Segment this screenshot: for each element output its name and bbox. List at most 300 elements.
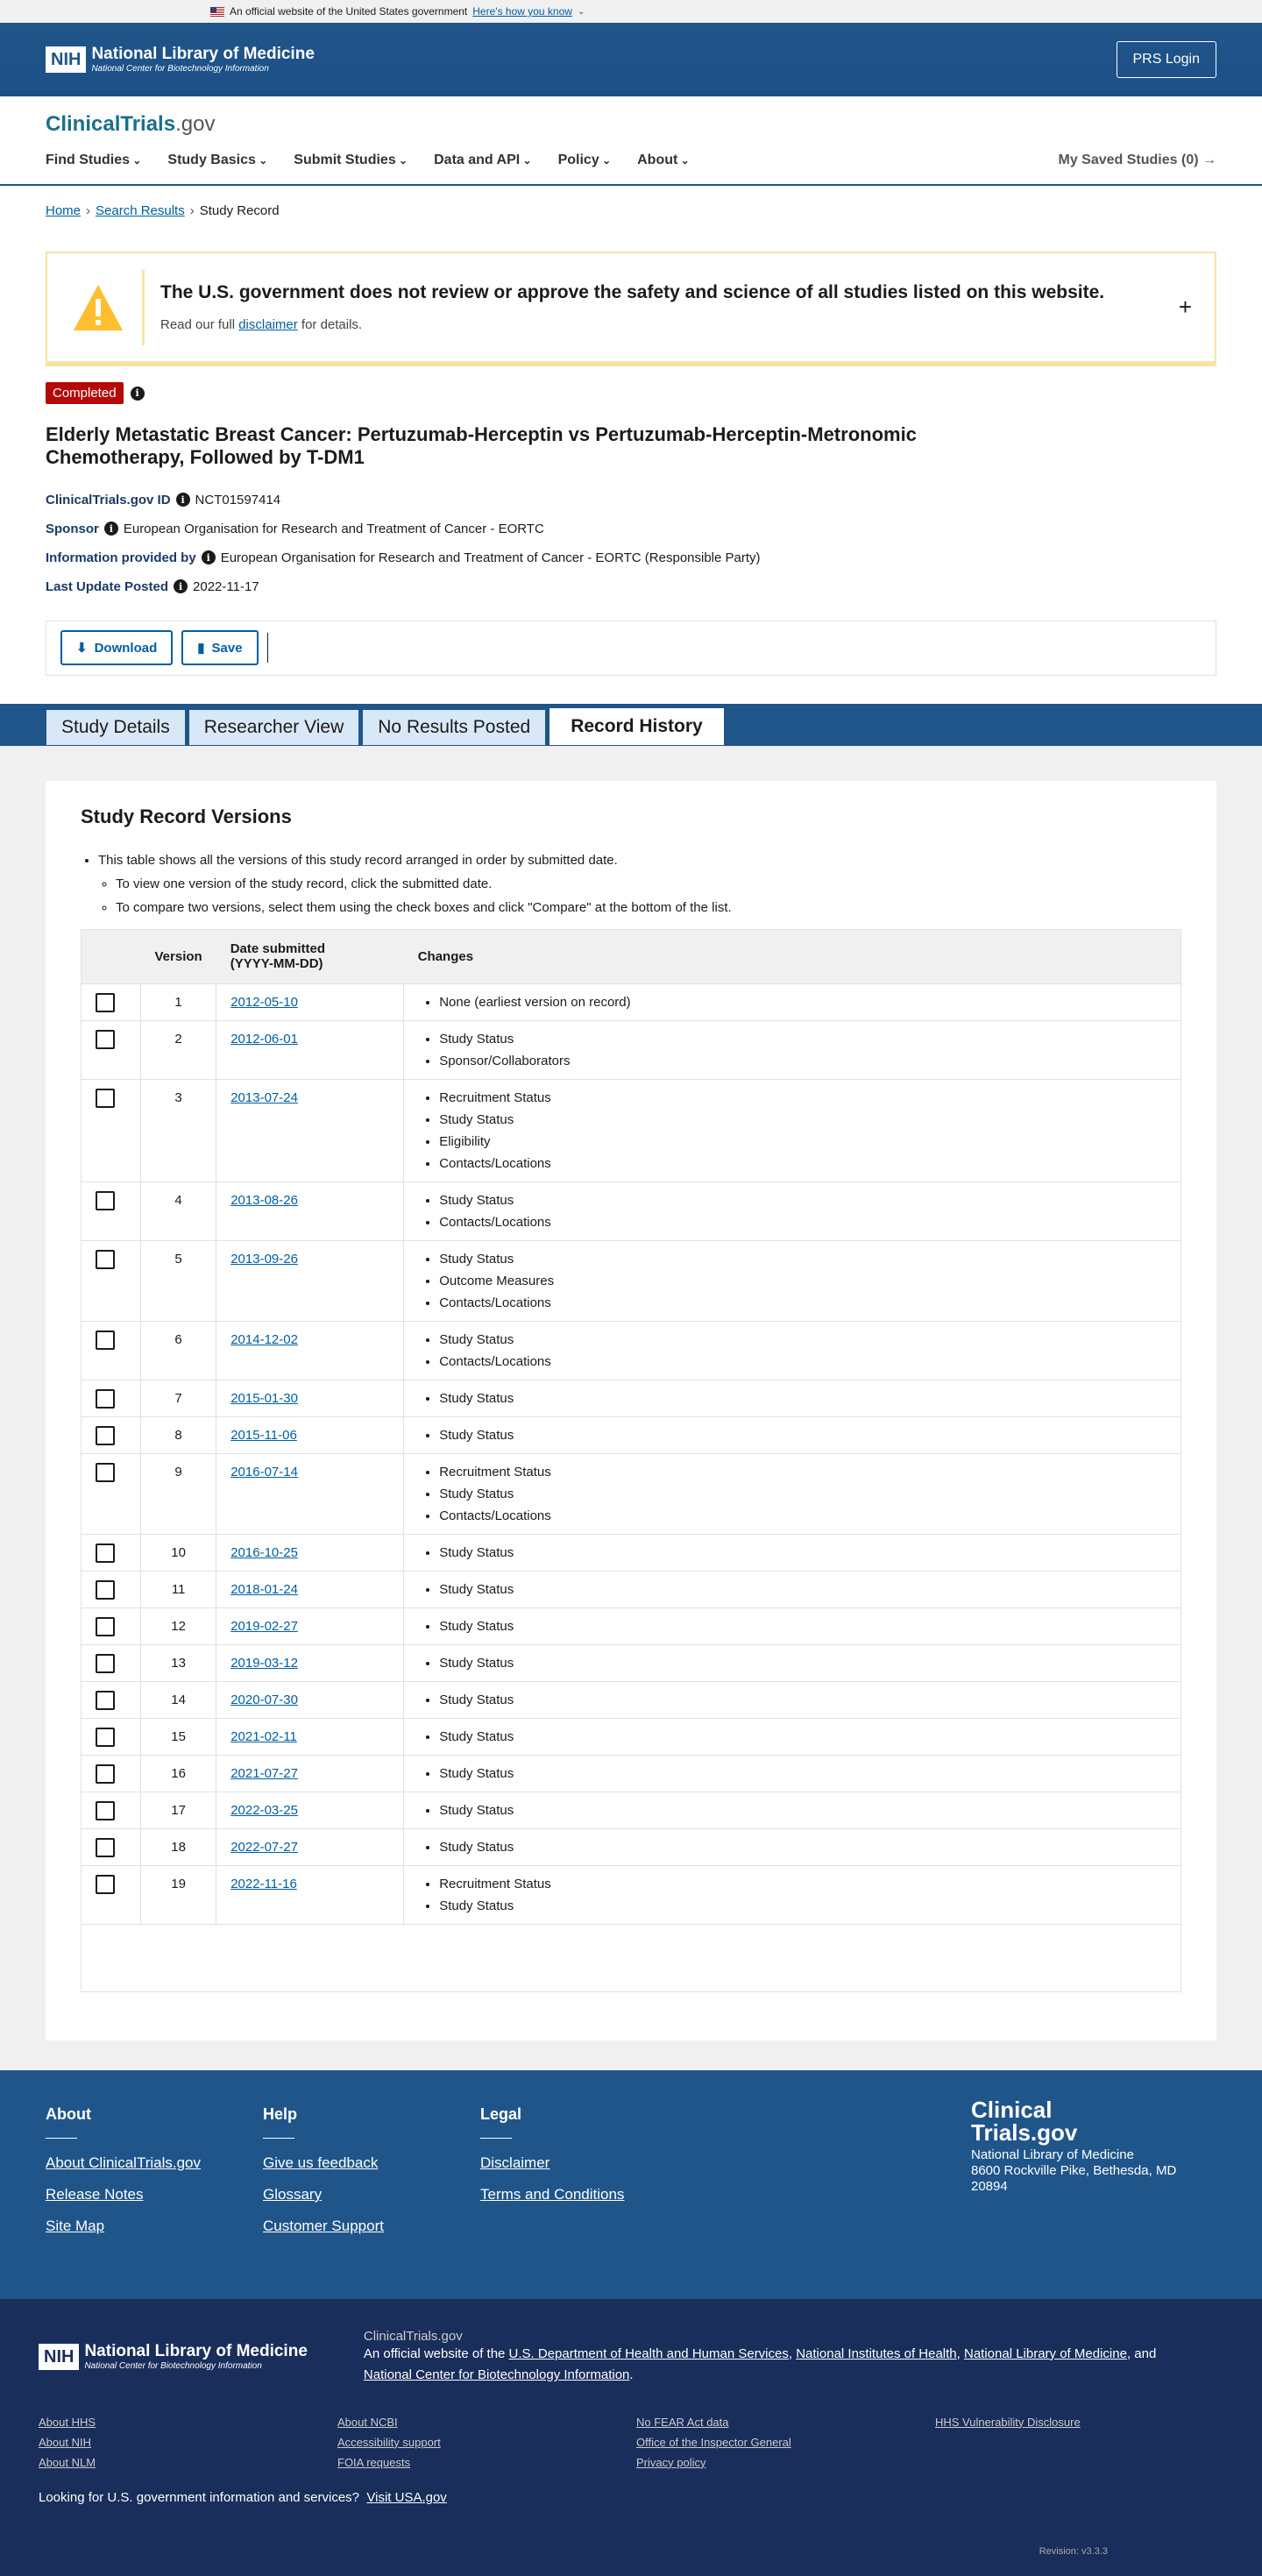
footer2-link[interactable]: About NLM (39, 2455, 96, 2469)
changes-list (439, 1189, 1166, 1233)
footer-link[interactable]: Terms and Conditions (480, 2185, 625, 2203)
table-row (82, 1321, 1181, 1380)
version-date-link[interactable]: 2019-03-12 (230, 1655, 298, 1671)
change-item: • Study Status (439, 1726, 1166, 1748)
version-checkbox[interactable] (96, 1389, 115, 1409)
date-cell (216, 1380, 404, 1416)
gov-banner-text: An official website of the United States government (230, 5, 468, 18)
footer2-link[interactable]: Privacy policy (636, 2455, 706, 2469)
info-icon[interactable]: i (104, 522, 118, 536)
changes-cell (404, 1321, 1181, 1380)
changes-list (439, 1726, 1166, 1748)
date-cell (216, 1571, 404, 1607)
changes-cell (404, 983, 1181, 1020)
breadcrumb-search[interactable]: Search Results (96, 203, 185, 218)
action-bar (46, 621, 1216, 676)
version-checkbox[interactable] (96, 1191, 115, 1210)
footer2-label: ClinicalTrials.gov (363, 2328, 463, 2344)
tab-bar (0, 704, 1262, 746)
instructions-list (98, 853, 1181, 915)
version-date-link[interactable]: 2013-07-24 (230, 1089, 298, 1105)
table-row (82, 1865, 1181, 1924)
sponsor-label: Sponsor (46, 521, 99, 536)
blank-row (82, 1924, 1181, 1991)
footer-logo[interactable]: Clinical Trials.gov (971, 2096, 1078, 2146)
save-button[interactable] (181, 630, 258, 665)
version-checkbox[interactable] (96, 1089, 115, 1108)
version-checkbox[interactable] (96, 1580, 115, 1600)
version-checkbox[interactable] (96, 1543, 115, 1563)
date-cell (216, 1453, 404, 1534)
date-cell (216, 1534, 404, 1571)
version-cell: 1 (141, 983, 216, 1020)
date-cell (216, 1020, 404, 1079)
footer2-link[interactable]: About NCBI (337, 2415, 398, 2429)
select-cell (82, 1792, 141, 1828)
download-icon: ⬇ (76, 641, 88, 656)
table-row (82, 1792, 1181, 1828)
footer-about (46, 2105, 263, 2299)
study-status (46, 382, 1216, 404)
footer2-link[interactable]: FOIA requests (337, 2455, 411, 2469)
footer2-link[interactable]: HHS Vulnerability Disclosure (935, 2415, 1081, 2429)
select-cell (82, 1240, 141, 1321)
version-cell: 13 (141, 1644, 216, 1681)
bookmark-icon: ▮ (197, 641, 205, 656)
version-date-link[interactable]: 2022-07-27 (230, 1839, 298, 1855)
footer-link[interactable]: Disclaimer (480, 2154, 550, 2171)
instruction-item: • This table shows all the versions of this study record arranged in order by submitted date. (98, 853, 1181, 868)
site-logo[interactable] (46, 112, 215, 137)
table-row (82, 1755, 1181, 1792)
changes-cell (404, 1240, 1181, 1321)
change-item: • Study Status (439, 1424, 1166, 1446)
nih-box: NIH (46, 46, 86, 73)
nlm-title: National Library of Medicine (91, 45, 315, 64)
date-cell (216, 1828, 404, 1865)
version-cell: 7 (141, 1380, 216, 1416)
version-date-link[interactable]: 2015-11-06 (230, 1427, 297, 1443)
select-cell (82, 1681, 141, 1718)
date-header: Date submitted (YYYY-MM-DD) (216, 929, 404, 983)
info-icon[interactable]: i (202, 550, 216, 564)
changes-list (439, 1461, 1166, 1527)
nlm-link[interactable]: National Library of Medicine (964, 2345, 1127, 2361)
changes-list (439, 1873, 1166, 1917)
version-checkbox[interactable] (96, 1728, 115, 1747)
select-cell (82, 1321, 141, 1380)
chevron-right-icon: › (86, 203, 91, 218)
changes-cell (404, 1828, 1181, 1865)
select-cell (82, 1079, 141, 1182)
table-row (82, 1718, 1181, 1755)
nih-logo[interactable] (46, 46, 315, 74)
date-cell (216, 1416, 404, 1453)
version-checkbox[interactable] (96, 1691, 115, 1710)
date-cell (216, 1718, 404, 1755)
nav-study-basics[interactable]: Study Basics ⌄ (167, 153, 267, 168)
footer-link[interactable]: Release Notes (46, 2185, 144, 2203)
download-button[interactable] (60, 630, 173, 665)
table-row (82, 1182, 1181, 1240)
select-cell (82, 1380, 141, 1416)
alert-heading: The U.S. government does not review or approve the safety and science of all studies listed on this website. (160, 282, 1105, 302)
changes-cell (404, 1865, 1181, 1924)
version-checkbox[interactable] (96, 1463, 115, 1482)
chevron-right-icon: › (189, 203, 195, 218)
version-date-link[interactable]: 2021-07-27 (230, 1765, 298, 1781)
versions-heading: Study Record Versions (81, 805, 292, 827)
study-title: Elderly Metastatic Breast Cancer: Pertuzumab-Herceptin vs Pertuzumab-Herceptin-Metronomic Chemotherapy, Followed by T-DM1 (46, 423, 917, 469)
version-cell: 5 (141, 1240, 216, 1321)
changes-cell (404, 1792, 1181, 1828)
versions-card (46, 781, 1216, 2040)
change-item: • Study Status (439, 1329, 1166, 1351)
breadcrumb-home[interactable]: Home (46, 203, 82, 218)
info-icon[interactable]: i (176, 493, 190, 507)
footer2-link[interactable]: About HHS (39, 2415, 96, 2429)
table-row (82, 1644, 1181, 1681)
change-item: • Study Status (439, 1483, 1166, 1505)
version-date-link[interactable]: 2013-08-26 (230, 1192, 298, 1208)
version-checkbox[interactable] (96, 993, 115, 1012)
chevron-down-icon: ⌄ (577, 6, 585, 17)
version-date-link[interactable]: 2022-03-25 (230, 1802, 298, 1818)
us-flag-icon (210, 7, 224, 17)
version-cell: 4 (141, 1182, 216, 1240)
version-cell: 14 (141, 1681, 216, 1718)
version-checkbox[interactable] (96, 1801, 115, 1820)
changes-cell (404, 1380, 1181, 1416)
changes-cell (404, 1571, 1181, 1607)
change-item: • Sponsor/Collaborators (439, 1050, 1166, 1072)
changes-list (439, 1087, 1166, 1174)
changes-list (439, 1387, 1166, 1409)
table-row (82, 983, 1181, 1020)
changes-header: Changes (404, 929, 1181, 983)
version-checkbox[interactable] (96, 1331, 115, 1350)
version-cell: 17 (141, 1792, 216, 1828)
footer-address: National Library of Medicine 8600 Rockville Pike, Bethesda, MD 20894 (971, 2147, 1177, 2194)
table-row (82, 1453, 1181, 1534)
change-item: • Study Status (439, 1652, 1166, 1674)
change-item: • Recruitment Status (439, 1873, 1166, 1895)
select-cell (82, 1718, 141, 1755)
date-cell (216, 983, 404, 1020)
tab-study-details[interactable]: Study Details (46, 709, 186, 746)
change-item: • Recruitment Status (439, 1461, 1166, 1483)
version-cell: 3 (141, 1079, 216, 1182)
changes-list (439, 1689, 1166, 1711)
changes-list (439, 991, 1166, 1013)
status-badge: Completed (46, 382, 124, 404)
table-row (82, 1681, 1181, 1718)
version-checkbox[interactable] (96, 1838, 115, 1857)
changes-cell (404, 1718, 1181, 1755)
site-logo-a: ClinicalTrials (46, 112, 176, 136)
change-item: • Study Status (439, 1189, 1166, 1211)
usa-gov-link[interactable]: Visit USA.gov (366, 2489, 447, 2505)
footer-logo-block (971, 2098, 1199, 2195)
version-date-link[interactable]: 2021-02-11 (230, 1728, 297, 1744)
changes-cell (404, 1607, 1181, 1644)
tab-record-history[interactable]: Record History (549, 707, 725, 746)
date-cell (216, 1681, 404, 1718)
version-cell: 11 (141, 1571, 216, 1607)
select-cell (82, 983, 141, 1020)
changes-list (439, 1579, 1166, 1600)
nav-find-studies[interactable]: Find Studies ⌄ (46, 153, 141, 168)
version-cell: 12 (141, 1607, 216, 1644)
saved-studies-link[interactable]: My Saved Studies (0) → (1058, 153, 1216, 167)
tab-researcher-view[interactable]: Researcher View (188, 709, 360, 746)
instruction-item: ◦ To view one version of the study record, click the submitted date. (116, 876, 1181, 891)
tab-no-results[interactable]: No Results Posted (362, 709, 546, 746)
download-label: Download (94, 640, 158, 656)
record-history-content (0, 746, 1262, 2070)
version-cell: 19 (141, 1865, 216, 1924)
disclaimer-link[interactable]: disclaimer (238, 317, 298, 332)
warning-icon (72, 283, 124, 332)
footer2-link[interactable]: Accessibility support (337, 2435, 441, 2449)
table-row (82, 1020, 1181, 1079)
nav-policy[interactable]: Policy ⌄ (558, 153, 612, 168)
footer2-links (39, 2416, 1223, 2469)
change-item: • Contacts/Locations (439, 1505, 1166, 1527)
changes-cell (404, 1453, 1181, 1534)
date-cell (216, 1240, 404, 1321)
changes-cell (404, 1079, 1181, 1182)
version-date-link[interactable]: 2016-07-14 (230, 1464, 298, 1480)
changes-cell (404, 1534, 1181, 1571)
disclaimer-alert (46, 252, 1216, 366)
select-header (82, 929, 141, 983)
change-item: • Study Status (439, 1615, 1166, 1637)
change-item: • Contacts/Locations (439, 1211, 1166, 1233)
ncbi-link[interactable]: National Center for Biotechnology Information (363, 2367, 630, 2382)
table-row (82, 1607, 1181, 1644)
version-cell: 6 (141, 1321, 216, 1380)
ncbi-subtitle: National Center for Biotechnology Information (91, 63, 269, 74)
version-checkbox[interactable] (96, 1654, 115, 1673)
changes-list (439, 1028, 1166, 1072)
change-item: • Study Status (439, 1248, 1166, 1270)
changes-list (439, 1652, 1166, 1674)
change-item: • Eligibility (439, 1131, 1166, 1153)
alert-text: Read our full disclaimer for details. (160, 317, 363, 332)
changes-cell (404, 1644, 1181, 1681)
footer-link[interactable]: Glossary (263, 2185, 323, 2203)
footer-link[interactable]: About ClinicalTrials.gov (46, 2154, 201, 2171)
version-header: Version (141, 929, 216, 983)
changes-cell (404, 1755, 1181, 1792)
version-date-link[interactable]: 2018-01-24 (230, 1581, 298, 1597)
footer-legal (480, 2105, 698, 2299)
select-cell (82, 1644, 141, 1681)
change-item: • Study Status (439, 1763, 1166, 1785)
changes-list (439, 1615, 1166, 1637)
nav-about[interactable]: About ⌄ (637, 153, 690, 168)
site-logo-b: .gov (175, 112, 216, 136)
instruction-item: ◦ To compare two versions, select them using the check boxes and click "Compare" at the bottom of the list. (116, 900, 1181, 915)
changes-list (439, 1248, 1166, 1314)
version-date-link[interactable]: 2012-06-01 (230, 1031, 298, 1047)
select-cell (82, 1755, 141, 1792)
change-item: • Study Status (439, 1836, 1166, 1858)
provided-label: Information provided by (46, 550, 196, 565)
nav-data-api[interactable]: Data and API ⌄ (434, 153, 531, 168)
select-cell (82, 1571, 141, 1607)
change-item: • Study Status (439, 1109, 1166, 1131)
table-row (82, 1571, 1181, 1607)
footer2-link[interactable]: About NIH (39, 2435, 91, 2449)
footer-help-title: Help (263, 2104, 298, 2123)
date-cell (216, 1644, 404, 1681)
change-item: • Study Status (439, 1542, 1166, 1564)
changes-list (439, 1424, 1166, 1446)
version-checkbox[interactable] (96, 1030, 115, 1049)
version-cell: 10 (141, 1534, 216, 1571)
version-date-link[interactable]: 2020-07-30 (230, 1692, 298, 1707)
footer2-link[interactable]: No FEAR Act data (636, 2415, 729, 2429)
changes-cell (404, 1416, 1181, 1453)
footer-link[interactable]: Give us feedback (263, 2154, 379, 2171)
change-item: • Study Status (439, 1387, 1166, 1409)
version-date-link[interactable]: 2014-12-02 (230, 1331, 298, 1347)
change-item: • Contacts/Locations (439, 1351, 1166, 1373)
select-cell (82, 1182, 141, 1240)
nih-header (0, 23, 1262, 96)
info-icon[interactable]: i (174, 579, 188, 593)
version-date-link[interactable]: 2016-10-25 (230, 1544, 298, 1560)
footer2-text: An official website of the U.S. Department of Health and Human Services, National Institutes of Health, National Library of Medicine, and National Center for Biotechnology Information. (363, 2345, 1157, 2382)
changes-list (439, 1799, 1166, 1821)
nlm-footer (0, 2299, 1262, 2576)
changes-list (439, 1763, 1166, 1785)
version-cell: 18 (141, 1828, 216, 1865)
revision: Revision: v3.3.3 (1039, 2545, 1108, 2557)
sponsor-value: European Organisation for Research and Treatment of Cancer - EORTC (123, 521, 544, 536)
version-checkbox[interactable] (96, 1875, 115, 1894)
date-cell (216, 1755, 404, 1792)
version-date-link[interactable]: 2012-05-10 (230, 994, 298, 1010)
nav-submit-studies[interactable]: Submit Studies ⌄ (294, 153, 408, 168)
changes-cell (404, 1020, 1181, 1079)
date-cell (216, 1865, 404, 1924)
version-cell: 9 (141, 1453, 216, 1534)
prs-login-button[interactable]: PRS Login (1117, 41, 1217, 78)
footer2-link[interactable]: Office of the Inspector General (636, 2435, 791, 2449)
versions-body (82, 983, 1181, 1991)
version-checkbox[interactable] (96, 1617, 115, 1636)
changes-list (439, 1542, 1166, 1564)
changes-cell (404, 1681, 1181, 1718)
date-cell (216, 1607, 404, 1644)
change-item: • Study Status (439, 1799, 1166, 1821)
change-item: • Study Status (439, 1895, 1166, 1917)
select-cell (82, 1534, 141, 1571)
select-cell (82, 1828, 141, 1865)
table-row (82, 1240, 1181, 1321)
changes-list (439, 1329, 1166, 1373)
main-nav (46, 153, 690, 168)
table-row (82, 1416, 1181, 1453)
table-row (82, 1828, 1181, 1865)
select-cell (82, 1607, 141, 1644)
study-id: NCT01597414 (195, 492, 281, 507)
nih-logo-footer[interactable]: NIH National Library of Medicine National Center for Biotechnology Information (39, 2329, 308, 2386)
version-date-link[interactable]: 2019-02-27 (230, 1618, 298, 1634)
save-label: Save (211, 640, 243, 656)
action-divider (267, 633, 268, 663)
version-checkbox[interactable] (96, 1426, 115, 1445)
version-cell: 8 (141, 1416, 216, 1453)
version-date-link[interactable]: 2013-09-26 (230, 1251, 298, 1267)
table-row (82, 1079, 1181, 1182)
nih-link[interactable]: National Institutes of Health (796, 2345, 957, 2361)
alert-divider (142, 270, 145, 345)
id-label: ClinicalTrials.gov ID (46, 492, 171, 507)
select-cell (82, 1416, 141, 1453)
date-cell (216, 1321, 404, 1380)
version-cell: 2 (141, 1020, 216, 1079)
breadcrumb-current: Study Record (199, 203, 280, 218)
info-icon[interactable]: i (131, 387, 145, 401)
site-header (0, 96, 1262, 186)
version-checkbox[interactable] (96, 1250, 115, 1269)
version-checkbox[interactable] (96, 1764, 115, 1784)
change-item: • Outcome Measures (439, 1270, 1166, 1292)
site-footer (0, 2070, 1262, 2299)
table-row (82, 1534, 1181, 1571)
version-date-link[interactable]: 2015-01-30 (230, 1390, 298, 1406)
version-cell: 15 (141, 1718, 216, 1755)
table-row (82, 1380, 1181, 1416)
footer-link[interactable]: Customer Support (263, 2217, 384, 2234)
study-meta (46, 493, 1216, 594)
select-cell (82, 1020, 141, 1079)
date-cell (216, 1079, 404, 1182)
change-item: • Study Status (439, 1028, 1166, 1050)
changes-cell (404, 1182, 1181, 1240)
provided-value: European Organisation for Research and Treatment of Cancer - EORTC (Responsible Party) (220, 550, 761, 565)
change-item: • Study Status (439, 1689, 1166, 1711)
change-item: • Recruitment Status (439, 1087, 1166, 1109)
select-cell (82, 1865, 141, 1924)
date-cell (216, 1182, 404, 1240)
usa-gov-line: Looking for U.S. government information and services? Visit USA.gov (39, 2489, 447, 2505)
footer-link[interactable]: Site Map (46, 2217, 105, 2234)
footer-about-title: About (46, 2104, 91, 2123)
change-item: • Contacts/Locations (439, 1292, 1166, 1314)
expand-icon[interactable]: + (1178, 294, 1192, 320)
change-item: • Contacts/Locations (439, 1153, 1166, 1174)
how-you-know-link[interactable]: Here's how you know (472, 5, 572, 18)
gov-banner (0, 0, 1262, 23)
select-cell (82, 1453, 141, 1534)
breadcrumb (0, 186, 1262, 236)
footer-legal-title: Legal (480, 2104, 522, 2123)
versions-table (81, 929, 1181, 1992)
hhs-link[interactable]: U.S. Department of Health and Human Services (508, 2345, 789, 2361)
change-item: • Study Status (439, 1579, 1166, 1600)
version-date-link[interactable]: 2022-11-16 (230, 1876, 297, 1891)
updated-value: 2022-11-17 (193, 578, 259, 594)
date-cell (216, 1792, 404, 1828)
changes-list (439, 1836, 1166, 1858)
updated-label: Last Update Posted (46, 578, 169, 594)
change-item: • None (earliest version on record) (439, 991, 1166, 1013)
